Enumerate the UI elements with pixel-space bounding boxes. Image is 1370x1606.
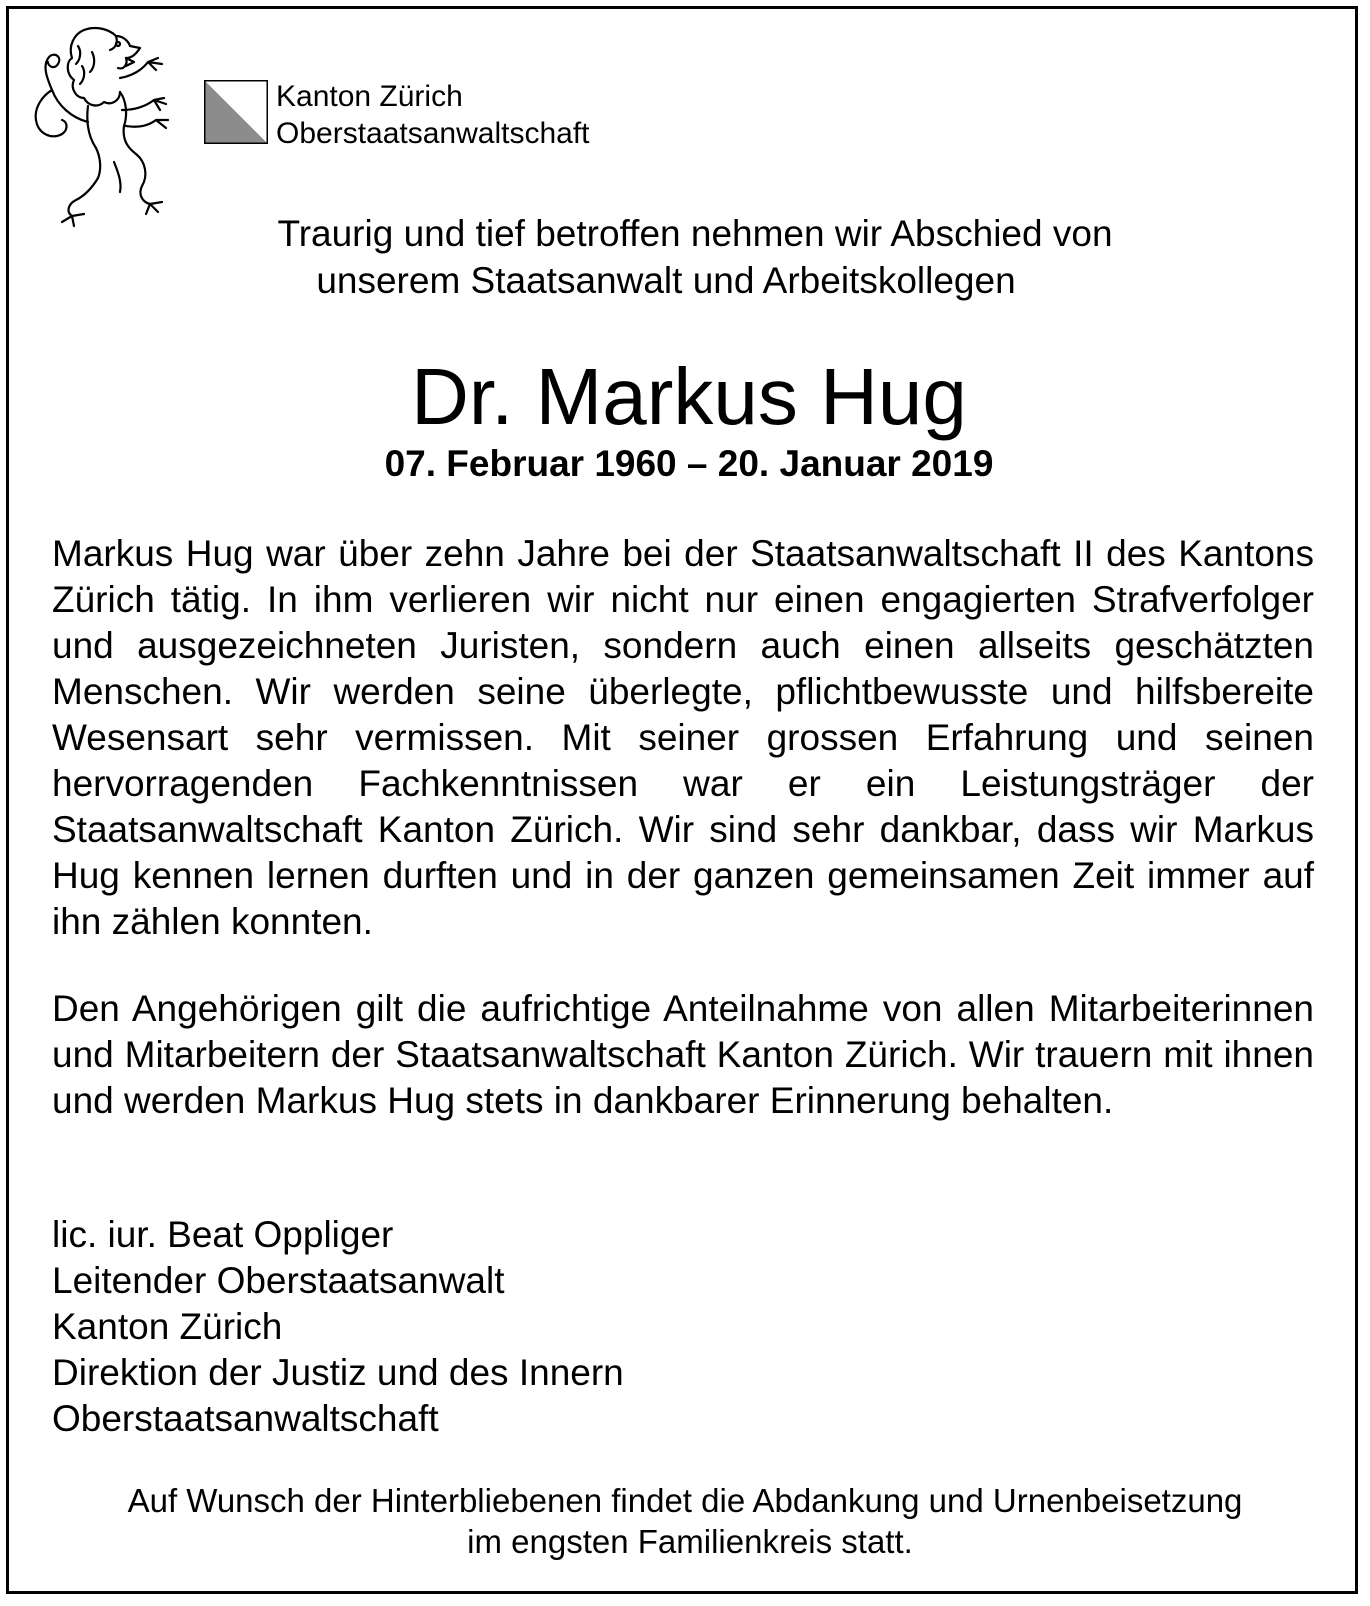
header-office: Oberstaatsanwaltschaft — [276, 117, 590, 150]
footer-line-1: Auf Wunsch der Hinterbliebenen findet die Abdankung und Urnenbeisetzung — [127, 1482, 1243, 1519]
body-paragraph-1: Markus Hug war über zehn Jahre bei der Staatsanwaltschaft II des Kantons Zürich tätig. In ihm verlieren wir nicht nur einen engagierten Strafverfolger und ausgezeichneten Juristen, sondern auch einen allseits geschätzten Menschen. Wir werden seine überlegte, pflichtbewusste und hilfsbereite Wesensart sehr vermissen. Mit seiner grossen Erfahrung und seinen hervorragenden Fachkenntnissen war er ein Leistungsträger der Staatsanwaltschaft Kanton Zürich. Wir sind sehr dankbar, dass wir Markus Hug kennen lernen durften und in der ganzen gemeinsamen Zeit immer auf ihn zählen konnten. — [52, 533, 1314, 942]
signature-office: Oberstaatsanwaltschaft — [52, 1398, 439, 1439]
zurich-lion-icon — [22, 22, 202, 232]
footer-note — [0, 1480, 1370, 1562]
intro-line-1: Traurig und tief betroffen nehmen wir Abschied von — [277, 213, 1113, 254]
signature-block — [52, 1212, 624, 1442]
signature-name: lic. iur. Beat Oppliger — [52, 1214, 394, 1255]
header-canton: Kanton Zürich — [276, 80, 463, 113]
signature-title: Leitender Oberstaatsanwalt — [52, 1260, 505, 1301]
body-paragraph-2: Den Angehörigen gilt die aufrichtige Anteilnahme von allen Mitarbeiterinnen und Mitarbeitern der Staatsanwaltschaft Kanton Zürich. Wir trauern mit ihnen und werden Markus Hug stets in dankbarer Erinnerung behalten. — [52, 988, 1314, 1121]
zurich-coat-of-arms-icon — [204, 80, 268, 144]
footer-line-2: im engsten Familienkreis statt. — [467, 1523, 913, 1560]
header-text — [276, 78, 590, 152]
life-dates: 07. Februar 1960 – 20. Januar 2019 — [384, 443, 994, 484]
intro — [0, 210, 1370, 304]
deceased-name: Dr. Markus Hug — [411, 352, 967, 441]
signature-canton: Kanton Zürich — [52, 1306, 283, 1347]
signature-directorate: Direktion der Justiz und des Innern — [52, 1352, 624, 1393]
intro-line-2: unserem Staatsanwalt und Arbeitskollegen — [316, 260, 1016, 301]
